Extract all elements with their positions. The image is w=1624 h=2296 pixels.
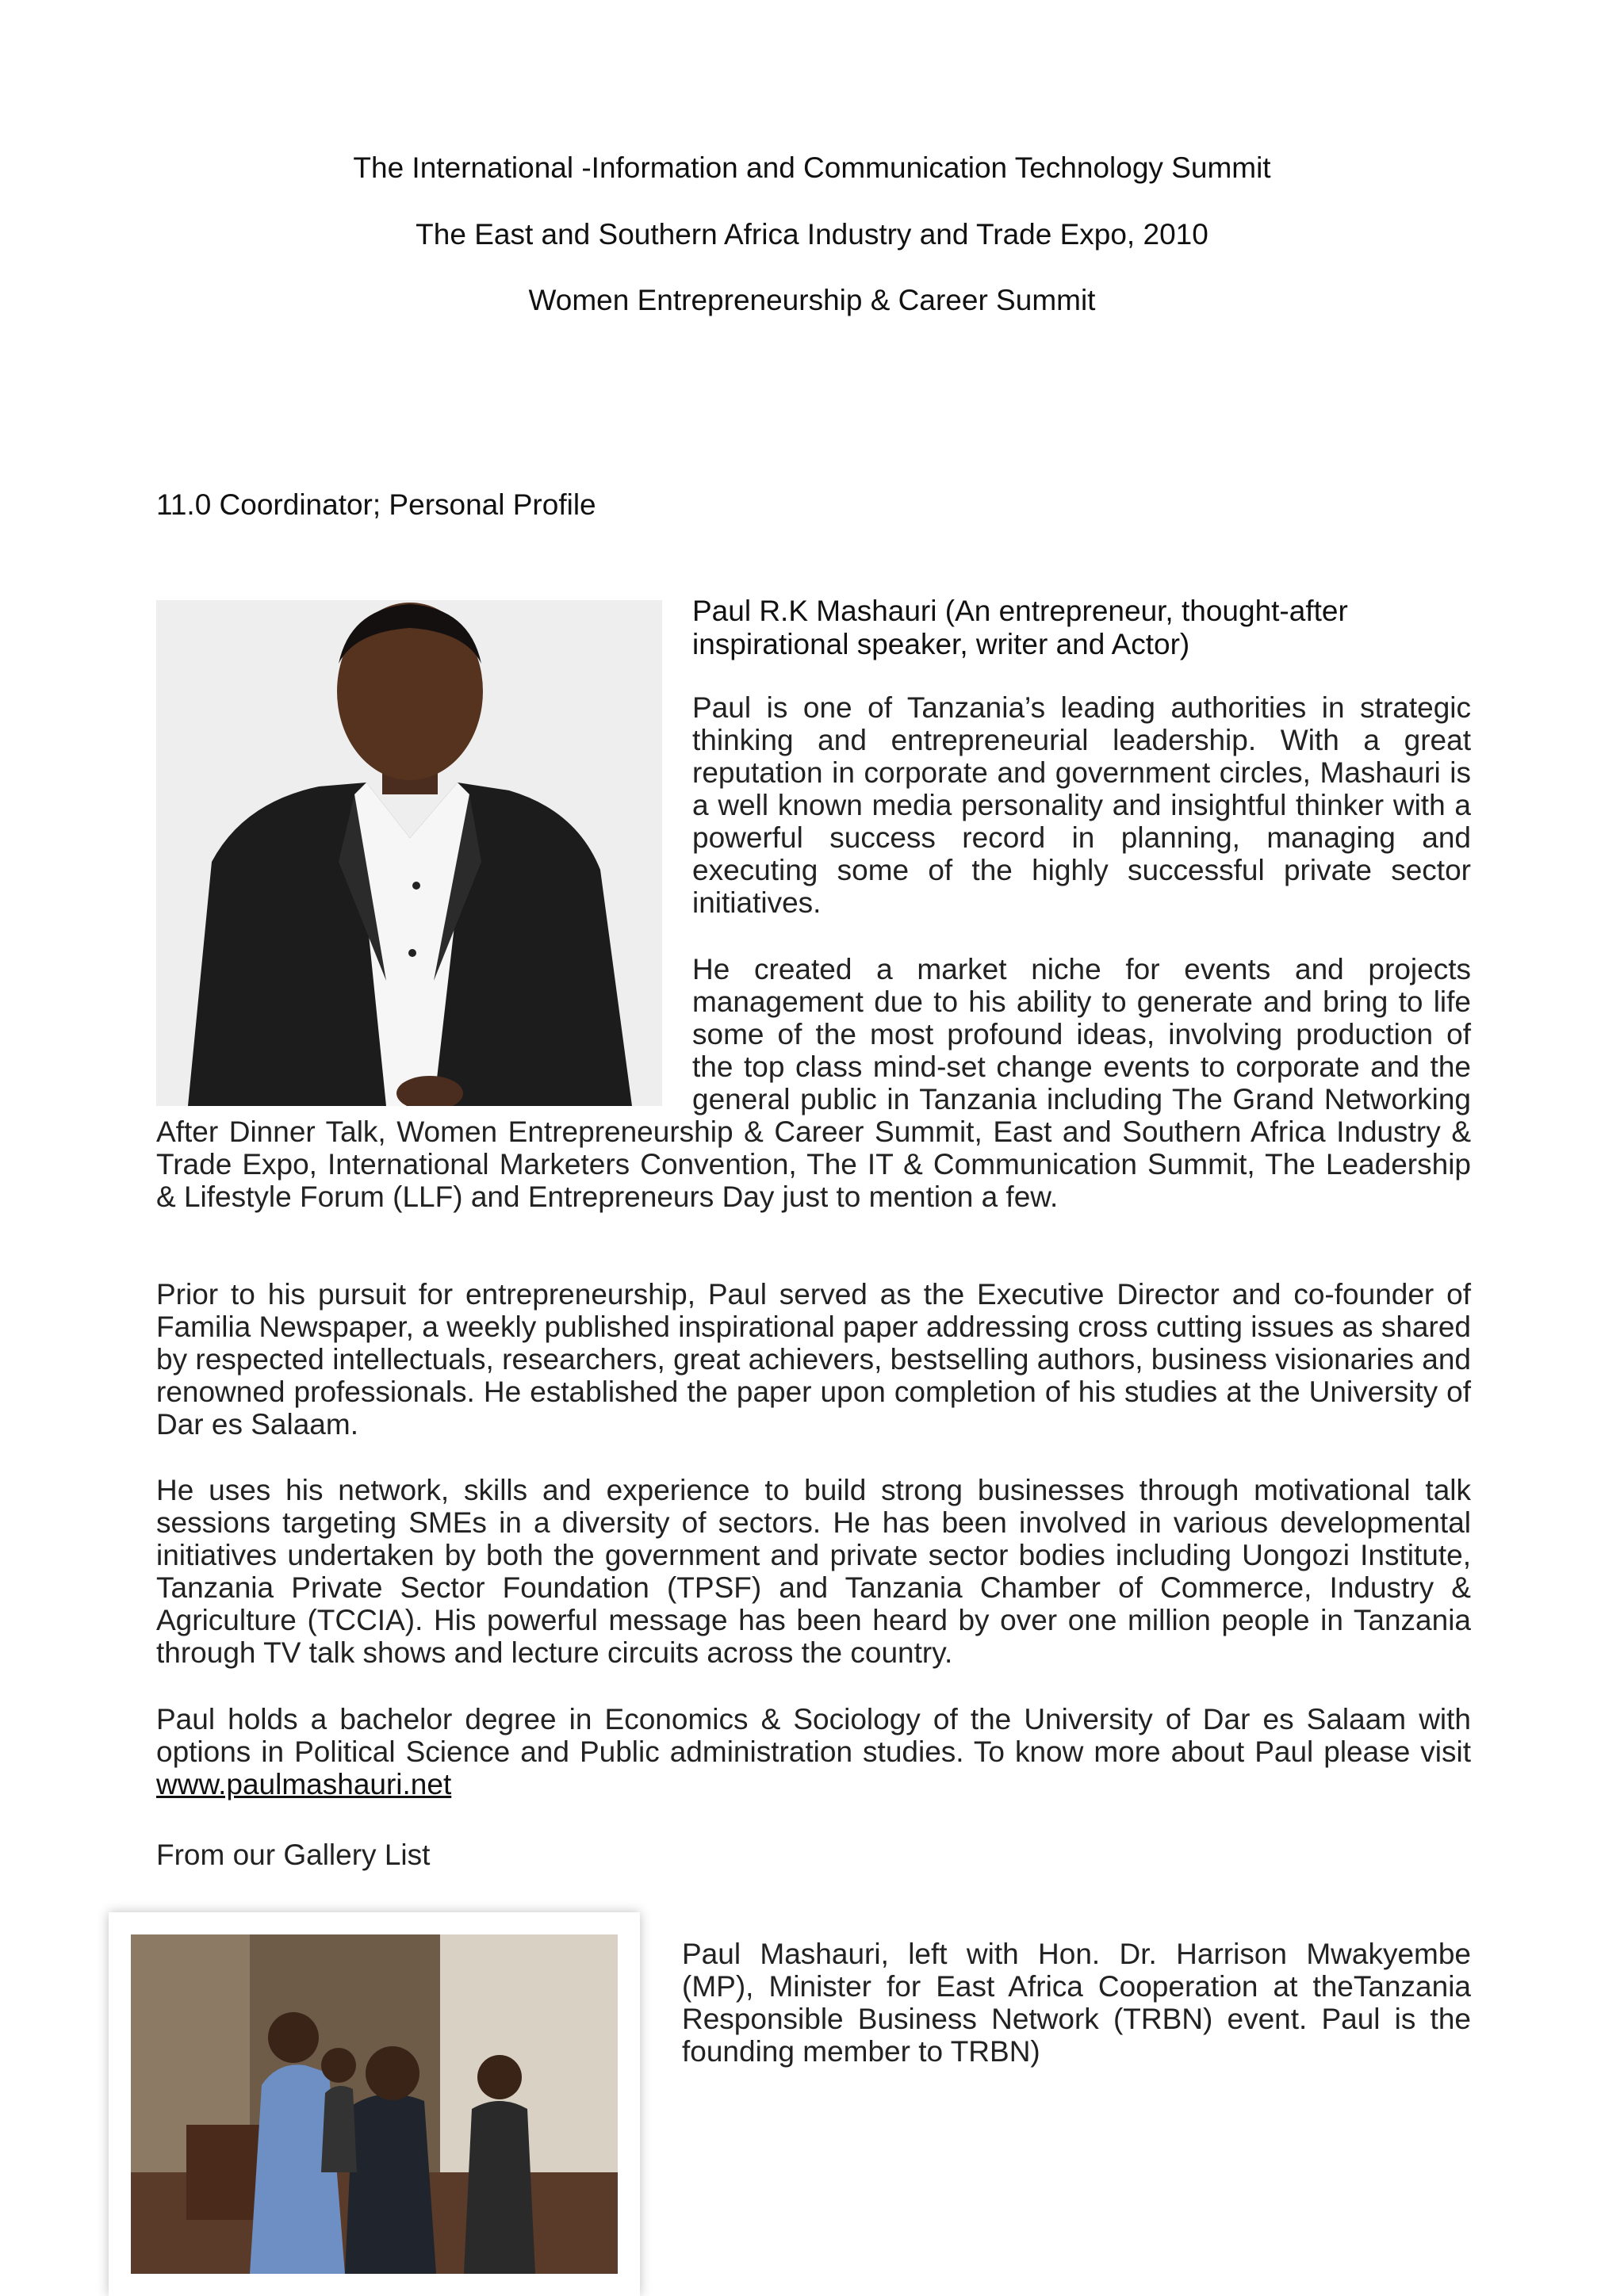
profile-name: Paul R.K Mashauri (An entrepreneur, thought-after inspirational speaker, writer and Actor) <box>692 595 1348 660</box>
profile-paragraph-4: He uses his network, skills and experience to build strong businesses through motivational talk sessions targeting SMEs in a diversity of sectors. He has been involved in various developmental initiatives undertaken by both the government and private sector bodies including Uongozi Institute, Tanzania Private Sector Foundation (TPSF) and Tanzania Chamber of Commerce, Industry & Agriculture (TCCIA). His powerful message has been heard by over one million people in Tanzania through TV talk shows and lecture circuits across the country. <box>156 1474 1471 1669</box>
header-title-line-2: The East and Southern Africa Industry and Trade Expo, 2010 <box>416 218 1208 251</box>
gallery-caption: Paul Mashauri, left with Hon. Dr. Harrison Mwakyembe (MP), Minister for East Africa Cooperation at theTanzania Responsible Business Network (TRBN) event. Paul is the founding member to TRBN) <box>682 1938 1471 2068</box>
header-title-line-3: Women Entrepreneurship & Career Summit <box>528 284 1096 316</box>
profile-paragraph-5 <box>156 1703 1471 1800</box>
gallery-photo-illustration <box>131 1934 618 2274</box>
header-title-line-1: The International -Information and Communication Technology Summit <box>353 151 1271 184</box>
gallery-photo <box>131 1934 618 2274</box>
profile-paragraph-2-wrapper <box>156 953 1471 1213</box>
gallery-heading: From our Gallery List <box>156 1839 431 1871</box>
gallery-photo-frame <box>109 1912 640 2296</box>
section-heading: 11.0 Coordinator; Personal Profile <box>156 488 596 521</box>
profile-paragraph-5-text: Paul holds a bachelor degree in Economics & Sociology of the University of Dar es Salaam with options in Political Science and Public administration studies. To know more about Paul please visit <box>156 1703 1471 1768</box>
profile-paragraph-3: Prior to his pursuit for entrepreneurship, Paul served as the Executive Director and co-founder of Familia Newspaper, a weekly published inspirational paper addressing cross cutting issues as shared by respected intellectuals, researchers, great achievers, bestselling authors, business visionaries and renowned professionals. He established the paper upon completion of his studies at the University of Dar es Salaam. <box>156 1278 1471 1441</box>
website-link[interactable]: www.paulmashauri.net <box>156 1768 452 1800</box>
profile-paragraph-2: He created a market niche for events and projects management due to his ability to generate and bring to life some of the most profound ideas, involving production of the top class mind-set change events to corporate and the general public in Tanzania including The Grand Networking After Dinner Talk, Women Entrepreneurship & Career Summit, East and Southern Africa Industry & Trade Expo, International Marketers Convention, The IT & Communication Summit, The Leadership & Lifestyle Forum (LLF) and Entrepreneurs Day just to mention a few. <box>156 953 1471 1213</box>
text-wrap-spacer <box>156 953 692 1115</box>
profile-paragraph-1: Paul is one of Tanzania’s leading authorities in strategic thinking and entrepreneurial leadership. With a great reputation in corporate and government circles, Mashauri is a well known media personality and insightful thinker with a powerful success record in planning, managing and executing some of the highly successful private sector initiatives. <box>692 691 1471 919</box>
